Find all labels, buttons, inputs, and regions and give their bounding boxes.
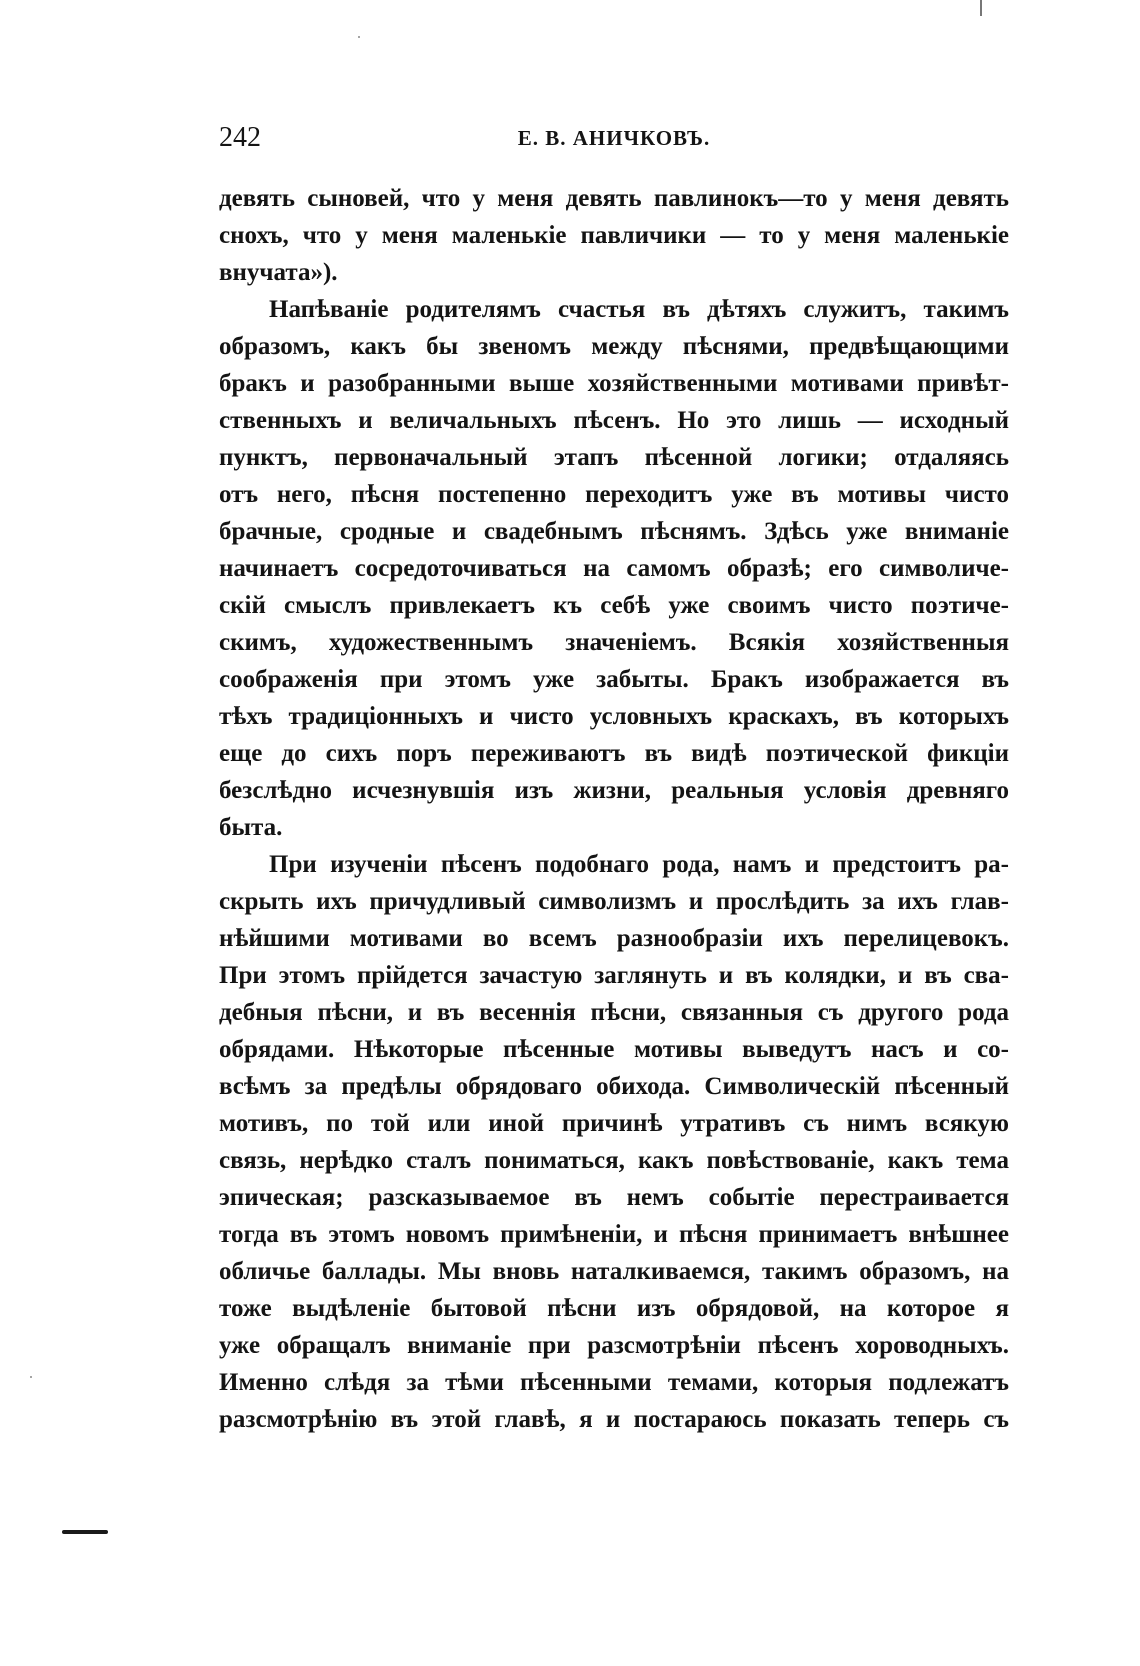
text-line: пунктъ, первоначальный этапъ пѣсенной логики; отдаляясь xyxy=(219,444,1009,471)
body-text xyxy=(219,180,1009,1438)
text-line: обрядами. Нѣкоторые пѣсенные мотивы выведутъ насъ и со- xyxy=(219,1036,1009,1063)
text-line: При изученіи пѣсенъ подобнаго рода, намъ и предстоитъ ра- xyxy=(269,851,1009,878)
text-line: При этомъ прійдется зачастую заглянуть и въ колядки, и въ сва- xyxy=(219,962,1009,989)
text-line: мотивъ, по той или иной причинѣ утративъ съ нимъ всякую xyxy=(219,1110,1009,1137)
text-line: быта. xyxy=(219,814,283,841)
text-line: обличье баллады. Мы вновь наталкиваемся, такимъ образомъ, на xyxy=(219,1258,1009,1285)
text-line: эпическая; разсказываемое въ немъ событіе перестраивается xyxy=(219,1184,1009,1211)
text-line: нѣйшими мотивами во всемъ разнообразіи ихъ перелицевокъ. xyxy=(219,925,1009,952)
page-number: 242 xyxy=(219,122,261,153)
text-line: девять сыновей, что у меня девять павлинокъ—то у меня девять xyxy=(219,185,1009,212)
text-line: образомъ, какъ бы звеномъ между пѣснями, предвѣщающими xyxy=(219,333,1009,360)
text-line: Именно слѣдя за тѣми пѣсенными темами, которыя подлежатъ xyxy=(219,1369,1009,1396)
text-line: скимъ, художественнымъ значеніемъ. Всякія хозяйственныя xyxy=(219,629,1009,656)
text-line: отъ него, пѣсня постепенно переходитъ уже въ мотивы чисто xyxy=(219,481,1009,508)
text-line: Напѣваніе родителямъ счастья въ дѣтяхъ служитъ, такимъ xyxy=(269,296,1009,323)
text-line: соображенія при этомъ уже забыты. Бракъ изображается въ xyxy=(219,666,1009,693)
text-line: всѣмъ за предѣлы обрядоваго обихода. Символическій пѣсенный xyxy=(219,1073,1009,1100)
text-line: дебныя пѣсни, и въ весеннія пѣсни, связанныя съ другого рода xyxy=(219,999,1009,1026)
scan-speck xyxy=(30,1376,32,1378)
text-line: брачные, сродные и свадебнымъ пѣснямъ. Здѣсь уже вниманіе xyxy=(219,518,1009,545)
page-header xyxy=(219,118,1009,158)
text-line: безслѣдно исчезнувшія изъ жизни, реальныя условія древняго xyxy=(219,777,1009,804)
text-line: тоже выдѣленіе бытовой пѣсни изъ обрядовой, на которое я xyxy=(219,1295,1009,1322)
margin-dash-mark xyxy=(62,1530,108,1534)
text-line: скій смыслъ привлекаетъ къ себѣ уже своимъ чисто поэтиче- xyxy=(219,592,1009,619)
text-line: ственныхъ и величальныхъ пѣсенъ. Но это лишь — исходный xyxy=(219,407,1009,434)
text-line: бракъ и разобранными выше хозяйственными мотивами привѣт- xyxy=(219,370,1009,397)
scan-speck xyxy=(358,36,360,38)
running-head: Е. В. АНИЧКОВЪ. xyxy=(517,126,711,150)
text-line: еще до сихъ поръ переживаютъ въ видѣ поэтической фикціи xyxy=(219,740,1009,767)
text-line: уже обращалъ вниманіе при разсмотрѣніи пѣсенъ хороводныхъ. xyxy=(219,1332,1009,1359)
text-line: разсмотрѣнію въ этой главѣ, я и постараюсь показать теперь съ xyxy=(219,1406,1009,1433)
text-line: тогда въ этомъ новомъ примѣненіи, и пѣсня принимаетъ внѣшнее xyxy=(219,1221,1009,1248)
text-line: скрыть ихъ причудливый символизмъ и прослѣдить за ихъ глав- xyxy=(219,888,1009,915)
text-line: тѣхъ традиціонныхъ и чисто условныхъ краскахъ, въ которыхъ xyxy=(219,703,1009,730)
text-line: снохъ, что у меня маленькіе павличики — то у меня маленькіе xyxy=(219,222,1009,249)
text-line: начинаетъ сосредоточиваться на самомъ образѣ; его символиче- xyxy=(219,555,1009,582)
scan-edge-mark xyxy=(980,0,982,16)
text-line: связь, нерѣдко сталъ пониматься, какъ повѣствованіе, какъ тема xyxy=(219,1147,1009,1174)
text-line: внучата»). xyxy=(219,259,338,286)
